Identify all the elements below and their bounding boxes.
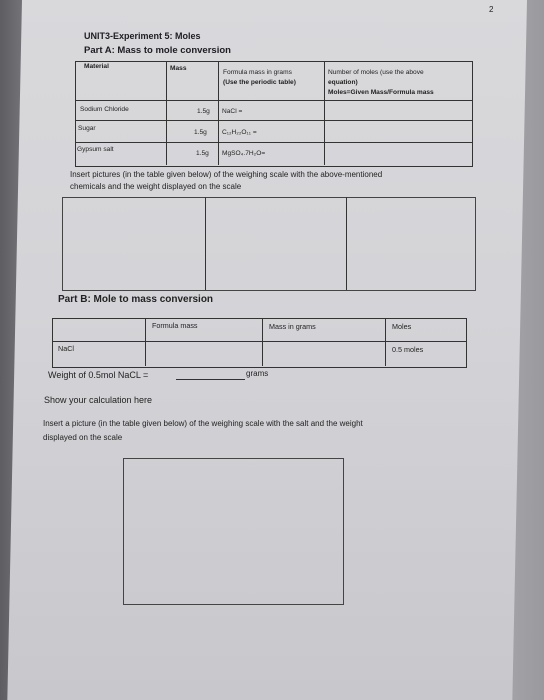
header-mass-grams: Mass in grams <box>269 322 316 331</box>
row-mass: 1.5g <box>196 150 209 157</box>
part-a-heading: Part A: Mass to mole conversion <box>84 45 231 56</box>
calculation-label: Show your calculation here <box>44 395 153 405</box>
part-a-instruction-line1: Insert pictures (in the table given below) of the weighing scale with the above-mentioned <box>70 170 383 179</box>
header-formula-line1: Formula mass in grams <box>223 69 292 76</box>
header-moles-line3: Moles=Given Mass/Formula mass <box>328 89 434 96</box>
part-a-instruction-line2: chemicals and the weight displayed on the scale <box>70 182 242 191</box>
row-substance: NaCl <box>58 344 74 353</box>
header-mass: Mass <box>170 65 187 72</box>
row-mass: 1.5g <box>194 129 207 136</box>
weight-unit: grams <box>246 369 269 378</box>
part-b-instruction-line2: displayed on the scale <box>43 433 123 442</box>
header-moles-line1: Number of moles (use the above <box>328 69 424 76</box>
weight-label: Weight of 0.5mol NaCL = <box>48 370 149 380</box>
part-b-heading: Part B: Mole to mass conversion <box>58 294 214 305</box>
row-moles: 0.5 moles <box>392 345 424 354</box>
weight-answer-blank[interactable] <box>176 379 245 380</box>
row-material: Gypsum salt <box>77 146 114 153</box>
header-formula-mass: Formula mass <box>152 321 198 330</box>
row-material: Sugar <box>78 125 96 132</box>
page-number: 2 <box>489 5 494 14</box>
row-mass: 1.5g <box>197 108 210 115</box>
worksheet-title: UNIT3-Experiment 5: Moles <box>84 31 201 41</box>
header-moles-line2: equation) <box>328 79 358 86</box>
part-b-instruction-line1: Insert a picture (in the table given below) of the weighing scale with the salt and the weight <box>43 419 363 428</box>
row-formula: NaCl = <box>222 108 243 115</box>
header-moles: Moles <box>392 322 412 331</box>
row-formula: C₁₂H₂₂O₁₁ = <box>222 129 257 136</box>
row-material: Sodium Chloride <box>80 106 129 113</box>
row-formula: MgSO₄.7H₂O= <box>222 150 266 157</box>
header-material: Material <box>84 63 109 70</box>
header-formula-line2: (Use the periodic table) <box>223 79 296 86</box>
part-b-picture-box <box>123 458 344 605</box>
